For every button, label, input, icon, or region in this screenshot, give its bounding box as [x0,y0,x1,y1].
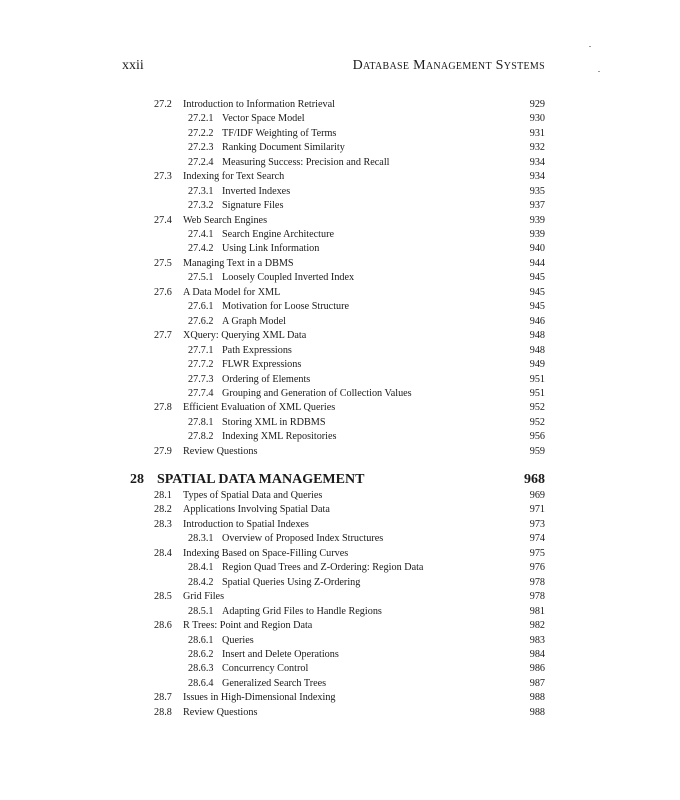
toc-entry-title: XQuery: Querying XML Data [183,330,307,341]
chapter-number: 28 [130,472,144,487]
running-title: Database Management Systems [352,58,545,73]
toc-entry-number: 28.4.2 [188,577,214,588]
toc-entry-page: 974 [529,533,545,544]
toc-entry-number: 27.2.2 [188,128,214,139]
toc-entry-page: 987 [529,678,545,689]
toc-entry-page: 930 [529,113,545,124]
toc-entry-page: 973 [529,519,545,530]
toc-entry-title: Using Link Information [222,243,320,254]
toc-entry-page: 982 [529,620,545,631]
toc-entry-number: 28.5.1 [188,606,214,617]
toc-entry-number: 27.8.1 [188,417,214,428]
toc-section-entry [0,518,545,532]
toc-section-entry [0,286,545,300]
toc-subsection-entry [0,387,545,401]
toc-subsection-entry [0,561,545,575]
toc-entry-title: FLWR Expressions [222,359,302,370]
toc-entry-number: 27.3 [154,171,172,182]
toc-subsection-entry [0,576,545,590]
toc-subsection-entry [0,127,545,141]
toc-subsection-entry [0,315,545,329]
toc-entry-page: 939 [529,215,545,226]
toc-entry-title: A Graph Model [222,316,286,327]
toc-entry-title: A Data Model for XML [183,287,281,298]
toc-entry-title: Queries [222,635,254,646]
toc-entry-title: Region Quad Trees and Z-Ordering: Region Data [222,562,424,573]
toc-entry-title: Path Expressions [222,345,292,356]
toc-entry-page: 945 [529,287,545,298]
toc-entry-page: 948 [529,345,545,356]
toc-subsection-entry [0,358,545,372]
toc-entry-number: 27.7.1 [188,345,214,356]
toc-entry-page: 946 [529,316,545,327]
toc-entry-number: 27.4 [154,215,172,226]
toc-entry-number: 28.8 [154,707,172,718]
toc-section-entry [0,170,545,184]
toc-entry-title: Storing XML in RDBMS [222,417,326,428]
running-header [122,58,545,78]
toc-entry-number: 27.5.1 [188,272,214,283]
toc-entry-title: Generalized Search Trees [222,678,327,689]
toc-section-entry [0,547,545,561]
toc-entry-page: 971 [529,504,545,515]
toc-entry-title: Signature Files [222,200,284,211]
toc-entry-page: 948 [529,330,545,341]
toc-subsection-entry [0,141,545,155]
toc-entry-number: 28.2 [154,504,172,515]
toc-entry-title: Applications Involving Spatial Data [183,504,330,515]
chapter-page: 968 [524,472,545,487]
toc-entry-page: 951 [529,388,545,399]
toc-section-entry [0,401,545,415]
toc-entry-page: 944 [529,258,545,269]
toc-entry-title: Types of Spatial Data and Queries [183,490,323,501]
toc-entry-page: 951 [529,374,545,385]
toc-subsection-entry [0,300,545,314]
toc-entry-title: Review Questions [183,446,258,457]
toc-entry-title: Insert and Delete Operations [222,649,339,660]
toc-entry-number: 28.6.3 [188,663,214,674]
toc-entry-title: Issues in High-Dimensional Indexing [183,692,336,703]
toc-entry-number: 27.3.2 [188,200,214,211]
toc-section-entry [0,619,545,633]
toc-entry-title: Indexing for Text Search [183,171,285,182]
toc-entry-number: 27.4.2 [188,243,214,254]
toc-entry-title: Concurrency Control [222,663,309,674]
toc-entry-number: 27.6.2 [188,316,214,327]
toc-entry-number: 28.3.1 [188,533,214,544]
toc-entry-number: 28.4 [154,548,172,559]
toc-entry-page: 935 [529,186,545,197]
toc-subsection-entry [0,112,545,126]
toc-section-entry [0,691,545,705]
toc-section-entry [0,503,545,517]
toc-entry-page: 983 [529,635,545,646]
toc-entry-number: 28.6.4 [188,678,214,689]
toc-chapter-entry [0,471,545,489]
toc-section-entry [0,706,545,720]
toc-entry-title: TF/IDF Weighting of Terms [222,128,337,139]
toc-entry-title: Search Engine Architecture [222,229,335,240]
toc-entry-number: 28.6.1 [188,635,214,646]
toc-entry-number: 28.6.2 [188,649,214,660]
toc-entry-page: 959 [529,446,545,457]
toc-entry-title: Introduction to Information Retrieval [183,99,335,110]
scan-speck [598,71,600,72]
toc-subsection-entry [0,185,545,199]
toc-subsection-entry [0,430,545,444]
chapter-title: SPATIAL DATA MANAGEMENT [157,472,365,487]
toc-entry-number: 27.2.4 [188,157,214,168]
toc-subsection-entry [0,156,545,170]
toc-subsection-entry [0,228,545,242]
toc-entry-page: 932 [529,142,545,153]
toc-entry-number: 28.1 [154,490,172,501]
toc-entry-title: Indexing Based on Space-Filling Curves [183,548,349,559]
toc-subsection-entry [0,199,545,213]
toc-entry-page: 937 [529,200,545,211]
toc-entry-page: 945 [529,301,545,312]
toc-section-entry [0,489,545,503]
toc-entry-number: 27.8 [154,402,172,413]
toc-entry-page: 978 [529,591,545,602]
toc-entry-title: Efficient Evaluation of XML Queries [183,402,336,413]
toc-entry-title: Measuring Success: Precision and Recall [222,157,390,168]
toc-subsection-entry [0,605,545,619]
toc-section-entry [0,590,545,604]
toc-entry-title: Web Search Engines [183,215,268,226]
toc-entry-title: Grid Files [183,591,225,602]
toc-entry-page: 956 [529,431,545,442]
toc-entry-number: 27.2 [154,99,172,110]
toc-entry-title: Ordering of Elements [222,374,311,385]
toc-entry-title: Loosely Coupled Inverted Index [222,272,355,283]
toc-entry-page: 975 [529,548,545,559]
toc-entry-title: Ranking Document Similarity [222,142,345,153]
toc-entry-title: Inverted Indexes [222,186,291,197]
toc-entry-number: 27.4.1 [188,229,214,240]
toc-subsection-entry [0,271,545,285]
toc-entry-title: Vector Space Model [222,113,305,124]
toc-entry-title: Grouping and Generation of Collection Values [222,388,412,399]
toc-subsection-entry [0,662,545,676]
toc-entry-number: 27.7.4 [188,388,214,399]
toc-entry-number: 27.7.2 [188,359,214,370]
toc-entry-page: 939 [529,229,545,240]
toc-entry-number: 28.5 [154,591,172,602]
toc-entry-number: 27.5 [154,258,172,269]
toc-entry-page: 952 [529,417,545,428]
toc-entry-page: 981 [529,606,545,617]
toc-entry-number: 27.8.2 [188,431,214,442]
toc-entry-number: 27.6 [154,287,172,298]
toc-entry-number: 28.4.1 [188,562,214,573]
toc-entry-number: 27.7.3 [188,374,214,385]
toc-entry-number: 27.3.1 [188,186,214,197]
toc-entry-page: 978 [529,577,545,588]
toc-entry-number: 27.9 [154,446,172,457]
toc-entry-number: 27.7 [154,330,172,341]
toc-entry-number: 27.2.3 [188,142,214,153]
toc-entry-page: 934 [529,171,545,182]
toc-entry-page: 940 [529,243,545,254]
toc-subsection-entry [0,634,545,648]
toc-entry-page: 984 [529,649,545,660]
toc-entry-page: 929 [529,99,545,110]
toc-entry-page: 945 [529,272,545,283]
toc-subsection-entry [0,677,545,691]
toc-entry-number: 27.2.1 [188,113,214,124]
toc-entry-title: Motivation for Loose Structure [222,301,350,312]
scan-speck [589,46,591,47]
toc-entry-title: Overview of Proposed Index Structures [222,533,384,544]
toc-entry-page: 988 [529,692,545,703]
toc-entry-page: 949 [529,359,545,370]
toc-section-entry [0,98,545,112]
toc-entry-title: Indexing XML Repositories [222,431,337,442]
toc-entry-page: 969 [529,490,545,501]
toc-section-entry [0,257,545,271]
toc-subsection-entry [0,648,545,662]
toc-section-entry [0,445,545,459]
toc-entry-page: 952 [529,402,545,413]
toc-subsection-entry [0,242,545,256]
toc-entry-title: Introduction to Spatial Indexes [183,519,309,530]
toc-entry-page: 931 [529,128,545,139]
toc-subsection-entry [0,532,545,546]
toc-entry-number: 28.7 [154,692,172,703]
toc-subsection-entry [0,416,545,430]
toc-entry-title: R Trees: Point and Region Data [183,620,313,631]
toc-subsection-entry [0,373,545,387]
page-number: xxii [122,58,144,73]
toc-entry-title: Spatial Queries Using Z-Ordering [222,577,361,588]
toc-entry-title: Managing Text in a DBMS [183,258,294,269]
toc-entry-title: Review Questions [183,707,258,718]
toc-entry-number: 28.6 [154,620,172,631]
toc-entry-title: Adapting Grid Files to Handle Regions [222,606,382,617]
toc-section-entry [0,329,545,343]
toc-entry-page: 988 [529,707,545,718]
toc-section-entry [0,214,545,228]
toc-entry-number: 27.6.1 [188,301,214,312]
toc-subsection-entry [0,344,545,358]
toc-entry-page: 986 [529,663,545,674]
toc-entry-page: 934 [529,157,545,168]
toc-entry-page: 976 [529,562,545,573]
toc-entry-number: 28.3 [154,519,172,530]
